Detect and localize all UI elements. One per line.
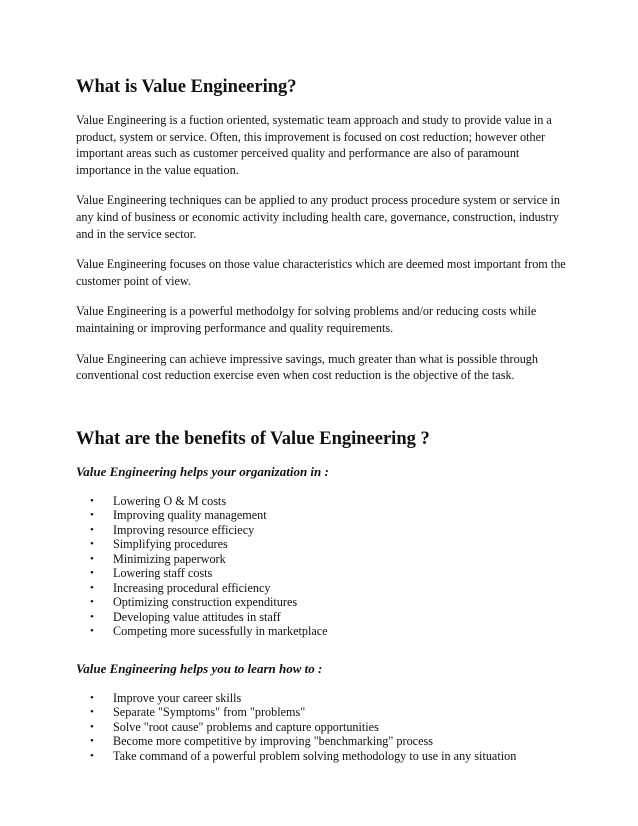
section-heading-what-is: What is Value Engineering? bbox=[76, 77, 297, 97]
bullet-icon: • bbox=[90, 691, 94, 704]
list-item-text: Lowering O & M costs bbox=[113, 493, 227, 508]
list-item-text: Improving quality management bbox=[113, 508, 267, 523]
list-item bbox=[76, 720, 566, 735]
bullet-icon: • bbox=[90, 720, 94, 733]
list-item-text: Developing value attitudes in staff bbox=[113, 609, 281, 624]
bullet-icon: • bbox=[90, 494, 94, 507]
list-item bbox=[76, 523, 566, 538]
bullet-icon: • bbox=[90, 552, 94, 565]
list-item-text: Become more competitive by improving "benchmarking" process bbox=[113, 734, 433, 749]
bullet-icon: • bbox=[90, 538, 94, 551]
bullet-icon: • bbox=[90, 749, 94, 762]
list-item-text: Increasing procedural efficiency bbox=[113, 580, 271, 595]
list-item bbox=[76, 749, 566, 764]
list-item bbox=[76, 508, 566, 523]
bullet-icon: • bbox=[90, 706, 94, 719]
list-item-text: Lowering staff costs bbox=[113, 566, 213, 581]
list-item-text: Separate "Symptoms" from "problems" bbox=[113, 705, 306, 720]
bullet-icon: • bbox=[90, 610, 94, 623]
list-item-text: Solve "root cause" problems and capture opportunities bbox=[113, 719, 379, 734]
list-item bbox=[76, 566, 566, 581]
list-item bbox=[76, 734, 566, 749]
paragraph-techniques: Value Engineering techniques can be applied to any product process procedure system or service in any kind of business or economic activity including health care, governance, construction, industry and in the service sector. bbox=[76, 193, 560, 241]
bullet-icon: • bbox=[90, 735, 94, 748]
list-item-text: Improve your career skills bbox=[113, 690, 242, 705]
list-item bbox=[76, 624, 566, 639]
list-item-text: Take command of a powerful problem solving methodology to use in any situation bbox=[113, 748, 517, 763]
paragraph-methodology: Value Engineering is a powerful methodolgy for solving problems and/or reducing costs while maintaining or improving performance and quality requirements. bbox=[76, 304, 537, 335]
list-item-text: Optimizing construction expenditures bbox=[113, 595, 298, 610]
subheading-learn: Value Engineering helps you to learn how to : bbox=[76, 660, 323, 676]
paragraph-focus: Value Engineering focuses on those value characteristics which are deemed most important from the customer point of view. bbox=[76, 257, 566, 288]
list-item-text: Minimizing paperwork bbox=[113, 551, 226, 566]
bullet-icon: • bbox=[90, 567, 94, 580]
list-item bbox=[76, 610, 566, 625]
list-item-text: Improving resource efficiecy bbox=[113, 522, 255, 537]
list-item bbox=[76, 595, 566, 610]
benefits-list-organization bbox=[76, 494, 566, 639]
list-item bbox=[76, 581, 566, 596]
bullet-icon: • bbox=[90, 509, 94, 522]
bullet-icon: • bbox=[90, 596, 94, 609]
list-item-text: Simplifying procedures bbox=[113, 537, 228, 552]
bullet-icon: • bbox=[90, 523, 94, 536]
bullet-icon: • bbox=[90, 581, 94, 594]
paragraph-savings: Value Engineering can achieve impressive savings, much greater than what is possible through conventional cost reduction exercise even when cost reduction is the objective of the task. bbox=[76, 351, 538, 383]
list-item bbox=[76, 691, 566, 706]
list-item bbox=[76, 494, 566, 509]
section-heading-benefits: What are the benefits of Value Engineering ? bbox=[76, 428, 430, 449]
subheading-organization: Value Engineering helps your organization in : bbox=[76, 463, 329, 479]
list-item-text: Competing more sucessfully in marketplace bbox=[113, 624, 328, 639]
benefits-list-learn bbox=[76, 691, 566, 764]
paragraph-definition: Value Engineering is a fuction oriented, systematic team approach and study to provide value in a product, system or service. Often, this improvement is focused on cost reduction; however other important areas such as customer perceived quality and performance are also of paramount importance in the value equation. bbox=[76, 113, 552, 177]
bullet-icon: • bbox=[90, 625, 94, 638]
list-item bbox=[76, 705, 566, 720]
list-item bbox=[76, 552, 566, 567]
section-spacer bbox=[76, 398, 566, 428]
list-item bbox=[76, 537, 566, 552]
